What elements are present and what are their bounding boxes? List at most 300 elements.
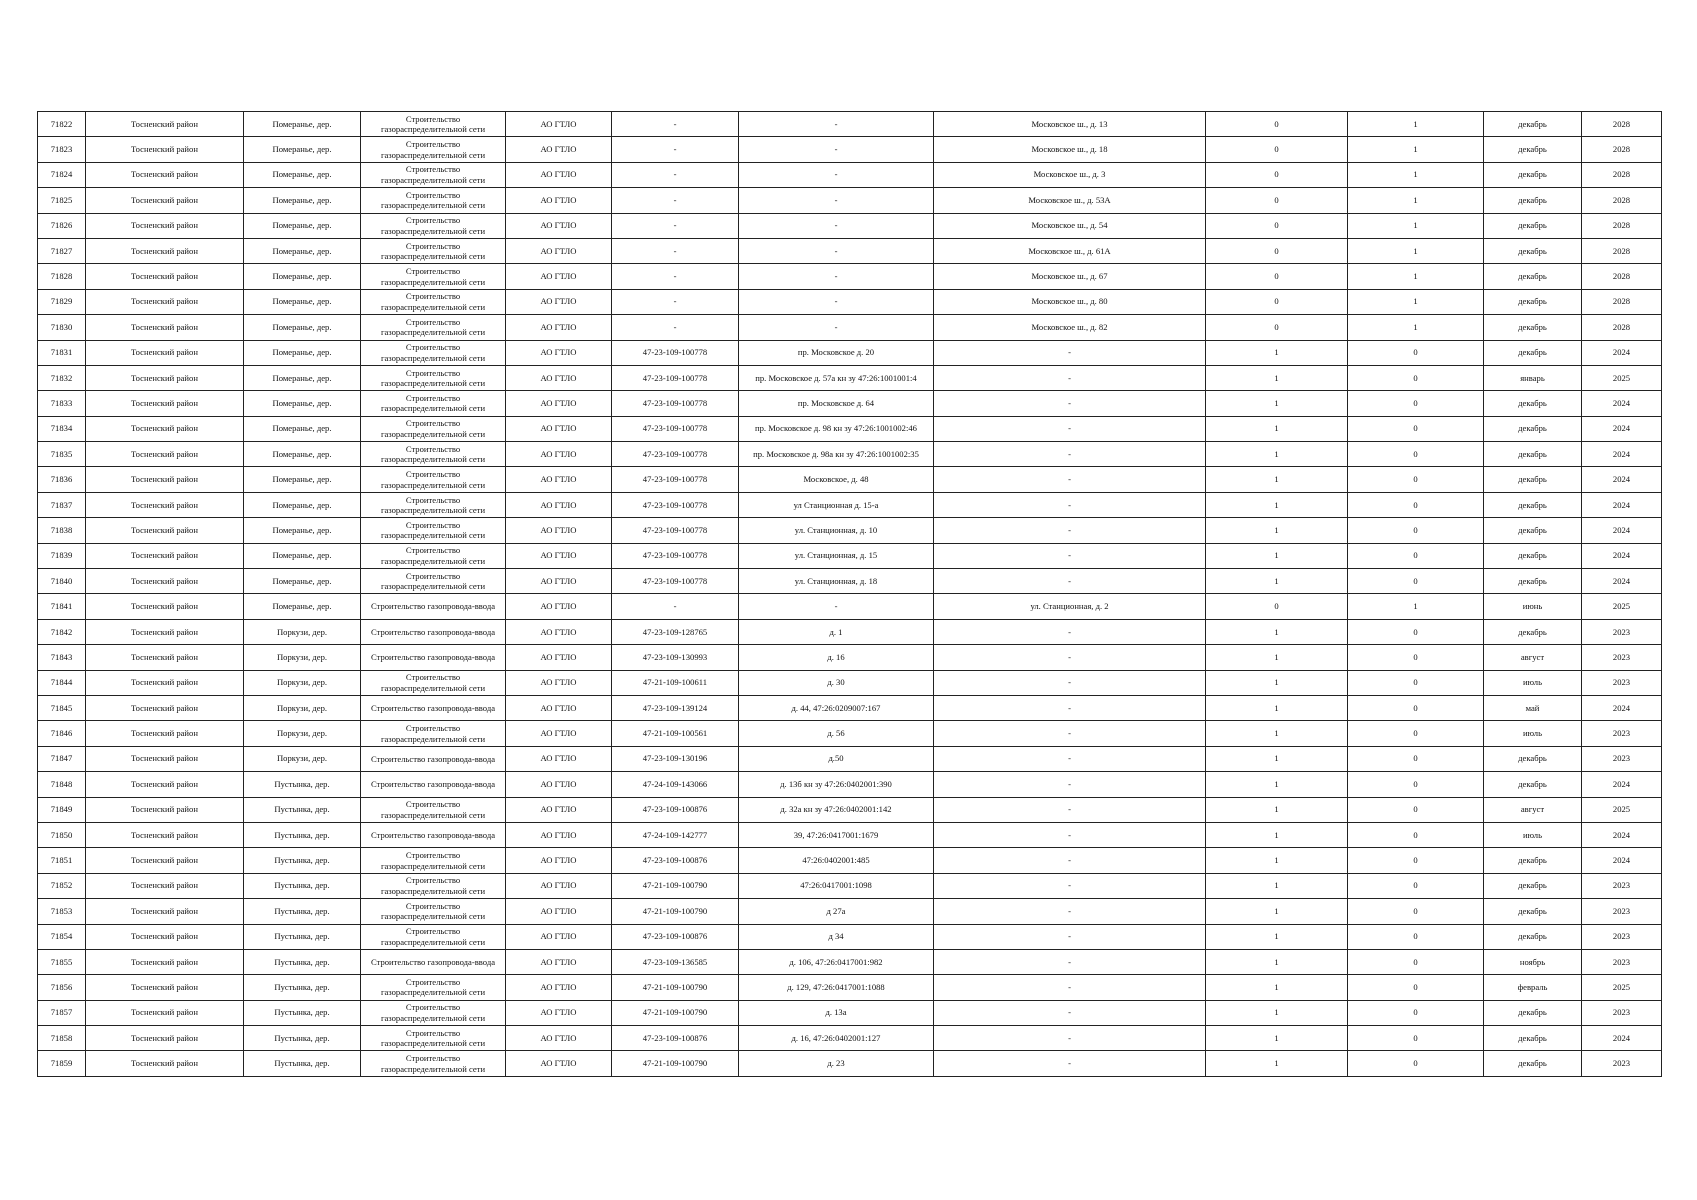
cell-work-type: Строительство газораспределительной сети (361, 975, 506, 1000)
cell-id: 71848 (38, 772, 86, 797)
cell-organization: АО ГТЛО (506, 949, 612, 974)
cell-col-a: 0 (1206, 238, 1348, 263)
cell-col-b: 1 (1348, 112, 1484, 137)
table-body (38, 112, 1662, 1077)
cell-id: 71841 (38, 594, 86, 619)
cell-tu-address: - (739, 162, 934, 187)
cell-year: 2024 (1582, 442, 1662, 467)
cell-tu-address: ул. Станционная, д. 15 (739, 543, 934, 568)
cell-work-type: Строительство газораспределительной сети (361, 518, 506, 543)
cell-organization: АО ГТЛО (506, 492, 612, 517)
cell-id: 71843 (38, 645, 86, 670)
cell-year: 2023 (1582, 873, 1662, 898)
cell-year: 2023 (1582, 670, 1662, 695)
cell-month: май (1484, 695, 1582, 720)
cell-tu-number: - (612, 112, 739, 137)
cell-col-a: 1 (1206, 467, 1348, 492)
cell-month: август (1484, 645, 1582, 670)
cell-settlement: Померанье, дер. (244, 162, 361, 187)
cell-col-a: 1 (1206, 949, 1348, 974)
cell-work-type: Строительство газораспределительной сети (361, 670, 506, 695)
cell-id: 71842 (38, 619, 86, 644)
cell-settlement: Пустынка, дер. (244, 772, 361, 797)
cell-district: Тосненский район (86, 975, 244, 1000)
cell-id: 71833 (38, 391, 86, 416)
cell-month: декабрь (1484, 340, 1582, 365)
cell-col-b: 0 (1348, 797, 1484, 822)
table-row (38, 619, 1662, 644)
cell-col-a: 0 (1206, 315, 1348, 340)
cell-month: декабрь (1484, 924, 1582, 949)
cell-year: 2023 (1582, 721, 1662, 746)
table-row (38, 797, 1662, 822)
cell-work-type: Строительство газопровода-ввода (361, 594, 506, 619)
cell-month: декабрь (1484, 543, 1582, 568)
cell-tu-address: - (739, 137, 934, 162)
cell-col-a: 1 (1206, 569, 1348, 594)
table-row (38, 416, 1662, 441)
table-row (38, 188, 1662, 213)
cell-work-type: Строительство газораспределительной сети (361, 543, 506, 568)
table-row (38, 162, 1662, 187)
cell-year: 2025 (1582, 797, 1662, 822)
table-row (38, 1026, 1662, 1051)
cell-id: 71858 (38, 1026, 86, 1051)
cell-tu-address: - (739, 315, 934, 340)
cell-tu-number: 47-23-109-100876 (612, 797, 739, 822)
cell-col-a: 1 (1206, 619, 1348, 644)
cell-year: 2024 (1582, 822, 1662, 847)
cell-col-b: 0 (1348, 746, 1484, 771)
cell-id: 71850 (38, 822, 86, 847)
cell-tu-number: 47-24-109-142777 (612, 822, 739, 847)
cell-id: 71857 (38, 1000, 86, 1025)
cell-district: Тосненский район (86, 619, 244, 644)
cell-district: Тосненский район (86, 188, 244, 213)
cell-organization: АО ГТЛО (506, 1000, 612, 1025)
cell-work-type: Строительство газораспределительной сети (361, 899, 506, 924)
cell-settlement: Поркузи, дер. (244, 619, 361, 644)
cell-settlement: Пустынка, дер. (244, 873, 361, 898)
cell-year: 2028 (1582, 315, 1662, 340)
cell-id: 71851 (38, 848, 86, 873)
table-row (38, 340, 1662, 365)
table-row (38, 772, 1662, 797)
cell-month: декабрь (1484, 238, 1582, 263)
cell-year: 2025 (1582, 975, 1662, 1000)
cell-id: 71839 (38, 543, 86, 568)
table-row (38, 442, 1662, 467)
table-row (38, 1000, 1662, 1025)
cell-work-type: Строительство газораспределительной сети (361, 365, 506, 390)
cell-district: Тосненский район (86, 391, 244, 416)
cell-month: декабрь (1484, 112, 1582, 137)
cell-tu-number: - (612, 162, 739, 187)
cell-work-type: Строительство газораспределительной сети (361, 569, 506, 594)
cell-month: декабрь (1484, 518, 1582, 543)
cell-col-b: 1 (1348, 315, 1484, 340)
cell-col-a: 1 (1206, 492, 1348, 517)
cell-district: Тосненский район (86, 594, 244, 619)
cell-col-a: 1 (1206, 1026, 1348, 1051)
cell-address: Московское ш., д. 80 (934, 289, 1206, 314)
cell-month: декабрь (1484, 746, 1582, 771)
cell-work-type: Строительство газораспределительной сети (361, 137, 506, 162)
cell-tu-address: - (739, 289, 934, 314)
cell-organization: АО ГТЛО (506, 416, 612, 441)
cell-settlement: Померанье, дер. (244, 340, 361, 365)
cell-col-b: 1 (1348, 289, 1484, 314)
cell-organization: АО ГТЛО (506, 899, 612, 924)
cell-col-b: 0 (1348, 416, 1484, 441)
cell-organization: АО ГТЛО (506, 822, 612, 847)
cell-settlement: Померанье, дер. (244, 112, 361, 137)
cell-district: Тосненский район (86, 162, 244, 187)
cell-organization: АО ГТЛО (506, 873, 612, 898)
cell-work-type: Строительство газопровода-ввода (361, 645, 506, 670)
cell-id: 71845 (38, 695, 86, 720)
cell-col-b: 0 (1348, 924, 1484, 949)
cell-col-b: 0 (1348, 949, 1484, 974)
cell-organization: АО ГТЛО (506, 695, 612, 720)
cell-settlement: Пустынка, дер. (244, 1026, 361, 1051)
cell-organization: АО ГТЛО (506, 543, 612, 568)
cell-organization: АО ГТЛО (506, 594, 612, 619)
cell-address: - (934, 822, 1206, 847)
cell-address: ул. Станционная, д. 2 (934, 594, 1206, 619)
cell-tu-number: 47-23-109-100778 (612, 442, 739, 467)
cell-tu-number: 47-23-109-100778 (612, 543, 739, 568)
cell-year: 2023 (1582, 619, 1662, 644)
table-row (38, 670, 1662, 695)
cell-address: Московское ш., д. 3 (934, 162, 1206, 187)
cell-tu-number: 47-21-109-100790 (612, 873, 739, 898)
cell-address: Московское ш., д. 54 (934, 213, 1206, 238)
cell-work-type: Строительство газораспределительной сети (361, 1000, 506, 1025)
cell-year: 2025 (1582, 594, 1662, 619)
cell-work-type: Строительство газораспределительной сети (361, 289, 506, 314)
cell-district: Тосненский район (86, 315, 244, 340)
cell-organization: АО ГТЛО (506, 112, 612, 137)
cell-district: Тосненский район (86, 416, 244, 441)
cell-month: декабрь (1484, 899, 1582, 924)
cell-settlement: Поркузи, дер. (244, 721, 361, 746)
cell-month: декабрь (1484, 467, 1582, 492)
cell-address: Московское ш., д. 67 (934, 264, 1206, 289)
cell-settlement: Померанье, дер. (244, 238, 361, 263)
cell-address: Московское ш., д. 53А (934, 188, 1206, 213)
cell-month: ноябрь (1484, 949, 1582, 974)
cell-organization: АО ГТЛО (506, 442, 612, 467)
cell-tu-address: д. 23 (739, 1051, 934, 1076)
cell-district: Тосненский район (86, 899, 244, 924)
cell-id: 71831 (38, 340, 86, 365)
cell-work-type: Строительство газораспределительной сети (361, 416, 506, 441)
cell-year: 2024 (1582, 1026, 1662, 1051)
cell-month: декабрь (1484, 619, 1582, 644)
cell-col-a: 1 (1206, 873, 1348, 898)
cell-organization: АО ГТЛО (506, 137, 612, 162)
cell-district: Тосненский район (86, 670, 244, 695)
cell-year: 2028 (1582, 162, 1662, 187)
cell-col-a: 1 (1206, 340, 1348, 365)
cell-col-b: 0 (1348, 772, 1484, 797)
cell-col-b: 0 (1348, 391, 1484, 416)
cell-tu-address: ул. Станционная, д. 18 (739, 569, 934, 594)
cell-address: - (934, 391, 1206, 416)
cell-tu-address: - (739, 112, 934, 137)
cell-address: - (934, 340, 1206, 365)
cell-district: Тосненский район (86, 543, 244, 568)
cell-month: декабрь (1484, 873, 1582, 898)
cell-id: 71828 (38, 264, 86, 289)
cell-tu-address: ул. Станционная, д. 10 (739, 518, 934, 543)
cell-tu-address: - (739, 188, 934, 213)
table-row (38, 137, 1662, 162)
cell-tu-number: 47-23-109-100778 (612, 492, 739, 517)
cell-tu-number: 47-21-109-100611 (612, 670, 739, 695)
cell-tu-number: - (612, 213, 739, 238)
cell-year: 2024 (1582, 695, 1662, 720)
cell-address: - (934, 746, 1206, 771)
cell-year: 2024 (1582, 416, 1662, 441)
cell-id: 71830 (38, 315, 86, 340)
cell-settlement: Померанье, дер. (244, 518, 361, 543)
cell-work-type: Строительство газораспределительной сети (361, 112, 506, 137)
cell-work-type: Строительство газораспределительной сети (361, 213, 506, 238)
cell-work-type: Строительство газораспределительной сети (361, 467, 506, 492)
cell-id: 71859 (38, 1051, 86, 1076)
cell-col-a: 0 (1206, 162, 1348, 187)
cell-district: Тосненский район (86, 645, 244, 670)
cell-col-a: 0 (1206, 112, 1348, 137)
cell-settlement: Померанье, дер. (244, 188, 361, 213)
cell-address: - (934, 518, 1206, 543)
cell-address: - (934, 442, 1206, 467)
cell-year: 2028 (1582, 289, 1662, 314)
cell-id: 71854 (38, 924, 86, 949)
cell-settlement: Померанье, дер. (244, 594, 361, 619)
cell-address: - (934, 1026, 1206, 1051)
cell-district: Тосненский район (86, 924, 244, 949)
cell-month: декабрь (1484, 569, 1582, 594)
cell-col-a: 0 (1206, 137, 1348, 162)
cell-work-type: Строительство газораспределительной сети (361, 264, 506, 289)
cell-organization: АО ГТЛО (506, 365, 612, 390)
cell-id: 71853 (38, 899, 86, 924)
cell-settlement: Померанье, дер. (244, 442, 361, 467)
cell-col-b: 1 (1348, 238, 1484, 263)
cell-year: 2028 (1582, 137, 1662, 162)
cell-col-a: 0 (1206, 289, 1348, 314)
cell-col-a: 1 (1206, 848, 1348, 873)
cell-tu-number: 47-21-109-100790 (612, 975, 739, 1000)
table-row (38, 594, 1662, 619)
cell-year: 2028 (1582, 188, 1662, 213)
cell-work-type: Строительство газораспределительной сети (361, 162, 506, 187)
table-row (38, 213, 1662, 238)
cell-work-type: Строительство газопровода-ввода (361, 619, 506, 644)
cell-tu-address: 47:26:0417001:1098 (739, 873, 934, 898)
cell-district: Тосненский район (86, 746, 244, 771)
cell-district: Тосненский район (86, 797, 244, 822)
table-row (38, 391, 1662, 416)
cell-id: 71829 (38, 289, 86, 314)
cell-col-a: 1 (1206, 721, 1348, 746)
cell-organization: АО ГТЛО (506, 746, 612, 771)
cell-organization: АО ГТЛО (506, 213, 612, 238)
cell-year: 2023 (1582, 746, 1662, 771)
cell-year: 2024 (1582, 543, 1662, 568)
cell-year: 2024 (1582, 492, 1662, 517)
cell-col-b: 0 (1348, 492, 1484, 517)
cell-work-type: Строительство газораспределительной сети (361, 238, 506, 263)
cell-col-a: 1 (1206, 670, 1348, 695)
cell-settlement: Пустынка, дер. (244, 899, 361, 924)
cell-id: 71832 (38, 365, 86, 390)
cell-col-a: 1 (1206, 442, 1348, 467)
cell-tu-number: 47-23-109-100778 (612, 569, 739, 594)
cell-work-type: Строительство газораспределительной сети (361, 721, 506, 746)
table-row (38, 873, 1662, 898)
cell-tu-number: 47-23-109-128765 (612, 619, 739, 644)
cell-col-a: 1 (1206, 391, 1348, 416)
cell-organization: АО ГТЛО (506, 238, 612, 263)
cell-address: - (934, 848, 1206, 873)
cell-address: - (934, 569, 1206, 594)
table-row (38, 518, 1662, 543)
cell-tu-number: 47-21-109-100790 (612, 1051, 739, 1076)
data-table (37, 111, 1662, 1077)
cell-district: Тосненский район (86, 1051, 244, 1076)
cell-district: Тосненский район (86, 822, 244, 847)
cell-tu-number: - (612, 137, 739, 162)
cell-col-a: 1 (1206, 899, 1348, 924)
cell-id: 71824 (38, 162, 86, 187)
cell-year: 2023 (1582, 949, 1662, 974)
table-row (38, 543, 1662, 568)
cell-col-b: 0 (1348, 721, 1484, 746)
cell-month: декабрь (1484, 391, 1582, 416)
cell-tu-number: 47-23-109-136585 (612, 949, 739, 974)
cell-settlement: Поркузи, дер. (244, 645, 361, 670)
cell-organization: АО ГТЛО (506, 721, 612, 746)
cell-col-b: 1 (1348, 213, 1484, 238)
cell-settlement: Померанье, дер. (244, 391, 361, 416)
cell-tu-number: - (612, 188, 739, 213)
cell-tu-address: д. 16 (739, 645, 934, 670)
cell-settlement: Померанье, дер. (244, 416, 361, 441)
cell-tu-address: пр. Московское д. 98 кн зу 47:26:1001002:46 (739, 416, 934, 441)
cell-id: 71822 (38, 112, 86, 137)
cell-col-b: 0 (1348, 1026, 1484, 1051)
cell-settlement: Померанье, дер. (244, 213, 361, 238)
cell-month: декабрь (1484, 315, 1582, 340)
table-row (38, 315, 1662, 340)
cell-work-type: Строительство газораспределительной сети (361, 315, 506, 340)
cell-col-a: 0 (1206, 594, 1348, 619)
table-row (38, 975, 1662, 1000)
cell-tu-number: - (612, 238, 739, 263)
cell-district: Тосненский район (86, 772, 244, 797)
cell-col-b: 0 (1348, 467, 1484, 492)
cell-year: 2028 (1582, 112, 1662, 137)
cell-organization: АО ГТЛО (506, 467, 612, 492)
cell-id: 71835 (38, 442, 86, 467)
cell-tu-address: 47:26:0402001:485 (739, 848, 934, 873)
table-row (38, 365, 1662, 390)
cell-id: 71838 (38, 518, 86, 543)
cell-tu-number: 47-23-109-100778 (612, 365, 739, 390)
cell-tu-address: д. 13б кн зу 47:26:0402001:390 (739, 772, 934, 797)
cell-col-b: 0 (1348, 873, 1484, 898)
cell-organization: АО ГТЛО (506, 797, 612, 822)
cell-organization: АО ГТЛО (506, 569, 612, 594)
cell-tu-address: д. 44, 47:26:0209007:167 (739, 695, 934, 720)
cell-address: - (934, 492, 1206, 517)
cell-col-b: 0 (1348, 822, 1484, 847)
cell-address: - (934, 949, 1206, 974)
cell-tu-number: 47-23-109-100778 (612, 391, 739, 416)
cell-month: декабрь (1484, 772, 1582, 797)
cell-tu-address: д. 13а (739, 1000, 934, 1025)
cell-month: июль (1484, 822, 1582, 847)
cell-month: декабрь (1484, 416, 1582, 441)
cell-settlement: Пустынка, дер. (244, 924, 361, 949)
cell-district: Тосненский район (86, 873, 244, 898)
cell-col-a: 1 (1206, 1051, 1348, 1076)
cell-district: Тосненский район (86, 238, 244, 263)
cell-col-b: 0 (1348, 848, 1484, 873)
cell-month: декабрь (1484, 492, 1582, 517)
cell-tu-number: 47-23-109-100778 (612, 518, 739, 543)
cell-address: - (934, 416, 1206, 441)
cell-col-a: 1 (1206, 822, 1348, 847)
cell-year: 2023 (1582, 924, 1662, 949)
cell-id: 71823 (38, 137, 86, 162)
cell-col-a: 0 (1206, 264, 1348, 289)
cell-address: - (934, 899, 1206, 924)
cell-work-type: Строительство газопровода-ввода (361, 746, 506, 771)
cell-address: - (934, 721, 1206, 746)
cell-col-b: 0 (1348, 543, 1484, 568)
cell-work-type: Строительство газораспределительной сети (361, 492, 506, 517)
cell-year: 2024 (1582, 518, 1662, 543)
cell-settlement: Померанье, дер. (244, 365, 361, 390)
cell-col-b: 0 (1348, 1051, 1484, 1076)
cell-tu-address: д 27а (739, 899, 934, 924)
cell-tu-address: д. 16, 47:26:0402001:127 (739, 1026, 934, 1051)
table-row (38, 289, 1662, 314)
cell-organization: АО ГТЛО (506, 924, 612, 949)
cell-address: Московское ш., д. 13 (934, 112, 1206, 137)
cell-tu-address: ул Станционная д. 15-а (739, 492, 934, 517)
cell-organization: АО ГТЛО (506, 518, 612, 543)
cell-id: 71827 (38, 238, 86, 263)
cell-year: 2023 (1582, 645, 1662, 670)
cell-col-b: 0 (1348, 899, 1484, 924)
cell-district: Тосненский район (86, 721, 244, 746)
cell-id: 71840 (38, 569, 86, 594)
cell-district: Тосненский район (86, 1026, 244, 1051)
cell-organization: АО ГТЛО (506, 1051, 612, 1076)
table-row (38, 1051, 1662, 1076)
cell-month: июль (1484, 721, 1582, 746)
cell-year: 2024 (1582, 848, 1662, 873)
cell-col-a: 1 (1206, 924, 1348, 949)
cell-month: декабрь (1484, 1000, 1582, 1025)
cell-col-b: 1 (1348, 137, 1484, 162)
